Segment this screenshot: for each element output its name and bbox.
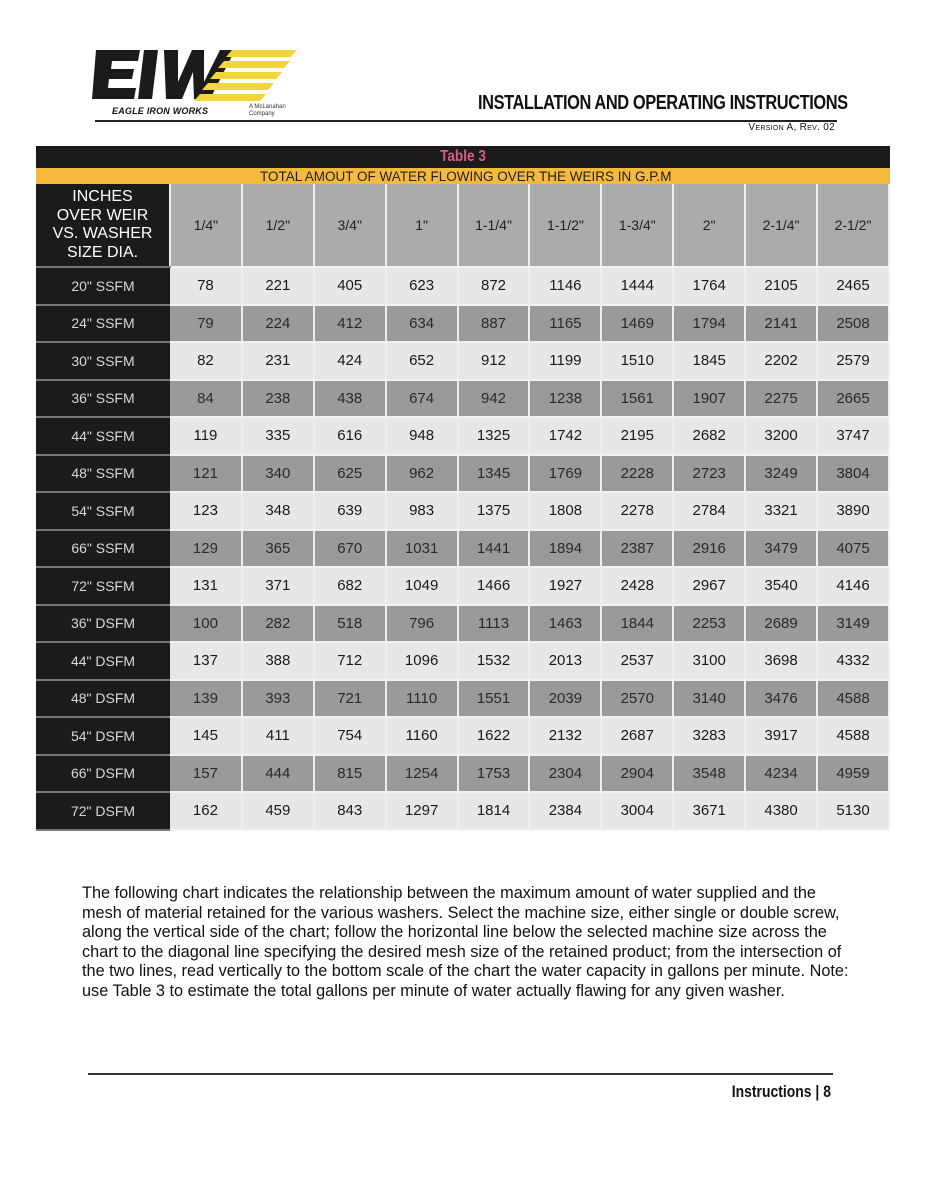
table-cell: 340 [242, 455, 314, 493]
column-header: 3/4" [314, 184, 386, 267]
table-cell: 616 [314, 417, 386, 455]
column-header: 2-1/2" [817, 184, 889, 267]
table-cell: 84 [170, 380, 242, 418]
document-title: INSTALLATION AND OPERATING INSTRUCTIONS [478, 92, 848, 114]
table-cell: 3004 [601, 792, 673, 830]
row-label: 30" SSFM [36, 342, 170, 380]
table-cell: 4234 [745, 755, 817, 793]
table-cell: 139 [170, 680, 242, 718]
table-cell: 121 [170, 455, 242, 493]
table-row [36, 342, 889, 380]
table-cell: 634 [386, 305, 458, 343]
table-cell: 1031 [386, 530, 458, 568]
table-cell: 224 [242, 305, 314, 343]
table-cell: 983 [386, 492, 458, 530]
table-cell: 796 [386, 605, 458, 643]
table-cell: 365 [242, 530, 314, 568]
table-cell: 2275 [745, 380, 817, 418]
column-header: 1/2" [242, 184, 314, 267]
table-cell: 1794 [673, 305, 745, 343]
table-cell: 1375 [458, 492, 530, 530]
table-cell: 2384 [529, 792, 601, 830]
table-body [36, 267, 889, 830]
table-cell: 1814 [458, 792, 530, 830]
table-cell: 424 [314, 342, 386, 380]
table-cell: 221 [242, 267, 314, 305]
table-subtitle: TOTAL AMOUT OF WATER FLOWING OVER THE WEIRS IN G.P.M [260, 169, 672, 184]
table-cell: 518 [314, 605, 386, 643]
table-cell: 231 [242, 342, 314, 380]
table-cell: 721 [314, 680, 386, 718]
table-cell: 129 [170, 530, 242, 568]
table-cell: 1325 [458, 417, 530, 455]
table-cell: 1165 [529, 305, 601, 343]
table-row [36, 642, 889, 680]
table-cell: 2195 [601, 417, 673, 455]
instruction-paragraph: The following chart indicates the relationship between the maximum amount of water supplied and the mesh of material retained for the various washers. Select the machine size, either single or double screw, along the vertical side of the chart; follow the horizontal line below the selected machine size across the chart to the diagonal line specifying the desired mesh size of the retained product; from the intersection of the two lines, read vertically to the bottom scale of the chart the water capacity in gallons per minute. Note: use Table 3 to estimate the total gallons per minute of water actually flawing for any given washer. [82, 884, 849, 1000]
table-cell: 2387 [601, 530, 673, 568]
table-cell: 4588 [817, 717, 889, 755]
table-row [36, 380, 889, 418]
table-cell: 712 [314, 642, 386, 680]
table-cell: 4959 [817, 755, 889, 793]
table-cell: 4075 [817, 530, 889, 568]
row-label: 36" SSFM [36, 380, 170, 418]
table-cell: 2682 [673, 417, 745, 455]
table-cell: 5130 [817, 792, 889, 830]
row-label: 44" SSFM [36, 417, 170, 455]
table-cell: 1146 [529, 267, 601, 305]
table-cell: 2665 [817, 380, 889, 418]
table-cell: 1894 [529, 530, 601, 568]
table-cell: 3200 [745, 417, 817, 455]
column-header: 1" [386, 184, 458, 267]
table-cell: 2579 [817, 342, 889, 380]
row-label: 66" SSFM [36, 530, 170, 568]
table-cell: 411 [242, 717, 314, 755]
table-row [36, 755, 889, 793]
table-cell: 2689 [745, 605, 817, 643]
table-cell: 1160 [386, 717, 458, 755]
table-cell: 2570 [601, 680, 673, 718]
table-cell: 3671 [673, 792, 745, 830]
table-cell: 3283 [673, 717, 745, 755]
row-label: 66" DSFM [36, 755, 170, 793]
table-cell: 137 [170, 642, 242, 680]
table-row [36, 492, 889, 530]
table-cell: 4332 [817, 642, 889, 680]
table-header-row [36, 184, 889, 267]
weir-flow-table [36, 146, 890, 831]
row-label: 24" SSFM [36, 305, 170, 343]
table-cell: 2916 [673, 530, 745, 568]
table-cell: 2278 [601, 492, 673, 530]
table-cell: 1096 [386, 642, 458, 680]
table-subtitle-bar [36, 168, 890, 184]
column-header: 2" [673, 184, 745, 267]
table-cell: 4380 [745, 792, 817, 830]
eiw-logo-mark-icon [92, 44, 312, 106]
table-cell: 412 [314, 305, 386, 343]
header-divider [95, 120, 837, 122]
table-cell: 145 [170, 717, 242, 755]
table-cell: 3548 [673, 755, 745, 793]
table-cell: 1469 [601, 305, 673, 343]
table-cell: 2508 [817, 305, 889, 343]
table-cell: 1466 [458, 567, 530, 605]
table-cell: 2202 [745, 342, 817, 380]
table-cell: 2723 [673, 455, 745, 493]
table-cell: 1764 [673, 267, 745, 305]
table-cell: 1254 [386, 755, 458, 793]
row-label: 48" SSFM [36, 455, 170, 493]
table-cell: 157 [170, 755, 242, 793]
table-cell: 2967 [673, 567, 745, 605]
table-cell: 1907 [673, 380, 745, 418]
table-cell: 2013 [529, 642, 601, 680]
footer-divider [88, 1073, 833, 1075]
table-cell: 2105 [745, 267, 817, 305]
row-label: 20" SSFM [36, 267, 170, 305]
table-cell: 625 [314, 455, 386, 493]
table-cell: 1463 [529, 605, 601, 643]
table-cell: 3140 [673, 680, 745, 718]
table-cell: 3917 [745, 717, 817, 755]
table-cell: 1844 [601, 605, 673, 643]
table-cell: 282 [242, 605, 314, 643]
column-header: 1/4" [170, 184, 242, 267]
table-cell: 3540 [745, 567, 817, 605]
table-cell: 3890 [817, 492, 889, 530]
table-cell: 82 [170, 342, 242, 380]
table-cell: 1561 [601, 380, 673, 418]
table-cell: 131 [170, 567, 242, 605]
row-label: 48" DSFM [36, 680, 170, 718]
table-cell: 962 [386, 455, 458, 493]
column-header: 1-3/4" [601, 184, 673, 267]
column-header: 1-1/2" [529, 184, 601, 267]
table-cell: 2253 [673, 605, 745, 643]
table-cell: 100 [170, 605, 242, 643]
table-cell: 2687 [601, 717, 673, 755]
table-cell: 948 [386, 417, 458, 455]
data-table [36, 184, 890, 831]
table-cell: 1845 [673, 342, 745, 380]
company-name: EAGLE IRON WORKS [112, 106, 209, 116]
table-cell: 1113 [458, 605, 530, 643]
table-cell: 3100 [673, 642, 745, 680]
table-cell: 238 [242, 380, 314, 418]
table-cell: 1444 [601, 267, 673, 305]
table-cell: 3804 [817, 455, 889, 493]
table-cell: 1238 [529, 380, 601, 418]
table-cell: 639 [314, 492, 386, 530]
table-row [36, 530, 889, 568]
table-cell: 335 [242, 417, 314, 455]
table-row [36, 680, 889, 718]
column-header: 2-1/4" [745, 184, 817, 267]
row-label: 44" DSFM [36, 642, 170, 680]
table-cell: 119 [170, 417, 242, 455]
table-row [36, 567, 889, 605]
table-cell: 2132 [529, 717, 601, 755]
table-cell: 3476 [745, 680, 817, 718]
table-cell: 1510 [601, 342, 673, 380]
table-title: Table 3 [440, 148, 486, 165]
table-row [36, 417, 889, 455]
row-label: 54" DSFM [36, 717, 170, 755]
table-cell: 623 [386, 267, 458, 305]
table-cell: 872 [458, 267, 530, 305]
table-cell: 670 [314, 530, 386, 568]
row-label: 54" SSFM [36, 492, 170, 530]
table-cell: 1532 [458, 642, 530, 680]
table-cell: 405 [314, 267, 386, 305]
table-cell: 2428 [601, 567, 673, 605]
table-cell: 459 [242, 792, 314, 830]
table-cell: 1753 [458, 755, 530, 793]
table-row [36, 305, 889, 343]
table-cell: 2141 [745, 305, 817, 343]
table-cell: 942 [458, 380, 530, 418]
table-cell: 1769 [529, 455, 601, 493]
table-cell: 3321 [745, 492, 817, 530]
table-cell: 674 [386, 380, 458, 418]
page-footer: Instructions | 8 [731, 1082, 831, 1101]
table-cell: 348 [242, 492, 314, 530]
table-row [36, 717, 889, 755]
table-cell: 682 [314, 567, 386, 605]
table-cell: 2904 [601, 755, 673, 793]
table-cell: 1551 [458, 680, 530, 718]
table-cell: 1441 [458, 530, 530, 568]
table-row [36, 455, 889, 493]
table-cell: 2784 [673, 492, 745, 530]
table-cell: 162 [170, 792, 242, 830]
table-cell: 2228 [601, 455, 673, 493]
column-header: 1-1/4" [458, 184, 530, 267]
table-cell: 3149 [817, 605, 889, 643]
table-cell: 393 [242, 680, 314, 718]
table-cell: 3479 [745, 530, 817, 568]
row-label: 72" SSFM [36, 567, 170, 605]
table-cell: 912 [458, 342, 530, 380]
table-row [36, 267, 889, 305]
table-cell: 887 [458, 305, 530, 343]
company-logo [92, 44, 312, 124]
row-label: 36" DSFM [36, 605, 170, 643]
row-label: 72" DSFM [36, 792, 170, 830]
table-cell: 3698 [745, 642, 817, 680]
parent-company: A McLanahan Company [249, 104, 286, 117]
table-row [36, 792, 889, 830]
table-cell: 371 [242, 567, 314, 605]
table-cell: 123 [170, 492, 242, 530]
table-cell: 1345 [458, 455, 530, 493]
table-cell: 1049 [386, 567, 458, 605]
table-cell: 1622 [458, 717, 530, 755]
corner-header: INCHES OVER WEIR VS. WASHER SIZE DIA. [36, 184, 170, 267]
table-cell: 78 [170, 267, 242, 305]
table-cell: 3747 [817, 417, 889, 455]
table-cell: 1110 [386, 680, 458, 718]
table-cell: 3249 [745, 455, 817, 493]
table-cell: 1742 [529, 417, 601, 455]
table-cell: 815 [314, 755, 386, 793]
table-cell: 754 [314, 717, 386, 755]
document-version: Version A, Rev. 02 [748, 122, 835, 133]
table-cell: 2465 [817, 267, 889, 305]
table-cell: 4146 [817, 567, 889, 605]
table-cell: 2537 [601, 642, 673, 680]
table-cell: 79 [170, 305, 242, 343]
table-cell: 388 [242, 642, 314, 680]
table-cell: 4588 [817, 680, 889, 718]
table-cell: 652 [386, 342, 458, 380]
table-cell: 1808 [529, 492, 601, 530]
table-cell: 444 [242, 755, 314, 793]
table-row [36, 605, 889, 643]
table-cell: 1199 [529, 342, 601, 380]
table-cell: 1927 [529, 567, 601, 605]
table-cell: 2304 [529, 755, 601, 793]
table-cell: 843 [314, 792, 386, 830]
table-cell: 1297 [386, 792, 458, 830]
table-cell: 438 [314, 380, 386, 418]
table-title-bar [36, 146, 890, 168]
table-cell: 2039 [529, 680, 601, 718]
